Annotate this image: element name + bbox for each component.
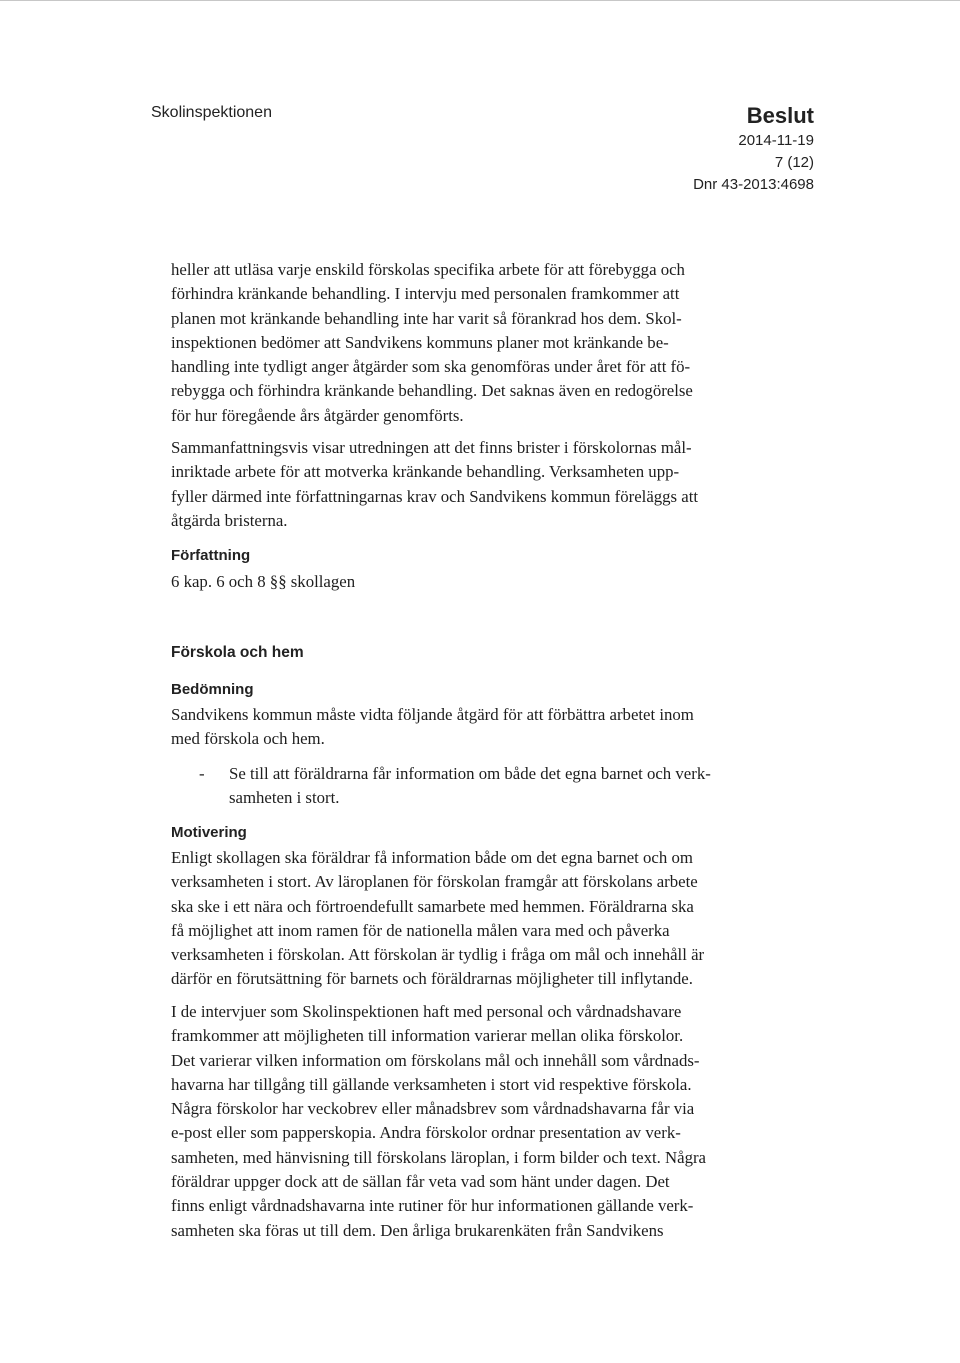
page-number: 7 (12)	[774, 154, 814, 171]
document-type: Beslut	[746, 103, 814, 128]
text-line: inriktade arbete för att motverka kränkande behandling. Verksamheten upp-	[171, 462, 680, 482]
motivering-paragraph-2	[171, 1000, 791, 1243]
text-line: samheten i stort.	[229, 788, 340, 808]
text-line: för hur föregående års åtgärder genomförts.	[171, 405, 464, 425]
text-line: inspektionen bedömer att Sandvikens kommuns planer mot kränkande be-	[171, 332, 669, 352]
reference-number: Dnr 43-2013:4698	[693, 176, 814, 193]
text-line: Enligt skollagen ska föräldrar få information både om det egna barnet och om	[171, 848, 693, 867]
text-line: planen mot kränkande behandling inte har varit så förankrad hos dem. Skol-	[171, 308, 682, 328]
text-line: ska ske i ett nära och förtroendefullt samarbete med hemmen. Föräldrarna ska	[171, 896, 694, 916]
forfattning-heading: Författning	[171, 547, 251, 564]
text-line: finns enligt vårdnadshavarna inte rutiner för hur informationen gällande verk-	[171, 1196, 694, 1216]
section-title: Förskola och hem	[171, 644, 304, 661]
paragraph-1	[171, 258, 791, 428]
text-line: Några förskolor har veckobrev eller månadsbrev som vårdnadshavarna får via	[171, 1099, 695, 1119]
text-line: handling inte tydligt anger åtgärder som ska genomföras under året för att fö-	[171, 357, 691, 377]
bullet-item	[229, 762, 711, 811]
text-line: samheten, med hänvisning till förskolans läroplan, i form bilder och text. Några	[171, 1147, 707, 1167]
text-line: havarna har tillgång till gällande verksamheten i stort vid respektive förskola.	[171, 1074, 692, 1094]
organization-name: Skolinspektionen	[151, 104, 272, 121]
bullet-marker: -	[199, 764, 205, 783]
text-line: heller att utläsa varje enskild förskolas specifika arbete för att förebygga och	[171, 260, 685, 279]
text-line: föräldrar uppger dock att de sällan får veta vad som hänt under dagen. Det	[171, 1172, 670, 1192]
text-line: Se till att föräldrarna får information om både det egna barnet och verk-	[229, 764, 711, 783]
text-line: åtgärda bristerna.	[171, 510, 288, 530]
text-line: framkommer att möjligheten till information varierar mellan olika förskolor.	[171, 1026, 684, 1046]
text-line: Sammanfattningsvis visar utredningen att det finns brister i förskolornas mål-	[171, 438, 692, 457]
text-line: med förskola och hem.	[171, 729, 325, 749]
text-line: få möjlighet att inom ramen för de nationella målen vara med och påverka	[171, 920, 670, 940]
text-line: rebygga och förhindra kränkande behandling. Det saknas även en redogörelse	[171, 381, 693, 401]
paragraph-2	[171, 436, 791, 533]
text-line: därför en förutsättning för barnets och föräldrarnas möjligheter till inflytande.	[171, 969, 693, 989]
text-line: Det varierar vilken information om förskolans mål och innehåll som vårdnads-	[171, 1050, 700, 1070]
forfattning-reference: 6 kap. 6 och 8 §§ skollagen	[171, 572, 356, 591]
text-line: Sandvikens kommun måste vidta följande åtgärd för att förbättra arbetet inom	[171, 705, 694, 724]
text-line: fyller därmed inte författningarnas krav och Sandvikens kommun föreläggs att	[171, 486, 699, 506]
text-line: förhindra kränkande behandling. I intervju med personalen framkommer att	[171, 284, 680, 304]
bedomning-text	[171, 703, 791, 752]
text-line: samheten ska föras ut till dem. Den årliga brukarenkäten från Sandvikens	[171, 1220, 664, 1240]
scan-edge-line	[0, 0, 960, 7]
text-line: verksamheten i förskolan. Att förskolan är tydlig i fråga om mål och innehåll är	[171, 945, 705, 965]
document-header	[693, 102, 814, 196]
motivering-paragraph-1	[171, 846, 791, 992]
document-date: 2014-11-19	[738, 132, 814, 149]
text-line: I de intervjuer som Skolinspektionen haft med personal och vårdnadshavare	[171, 1002, 682, 1021]
motivering-heading: Motivering	[171, 824, 247, 841]
text-line: e-post eller som papperskopia. Andra förskolor ordnar presentation av verk-	[171, 1123, 681, 1143]
text-line: verksamheten i stort. Av läroplanen för förskolan framgår att förskolans arbete	[171, 872, 698, 892]
bedomning-heading: Bedömning	[171, 681, 254, 698]
